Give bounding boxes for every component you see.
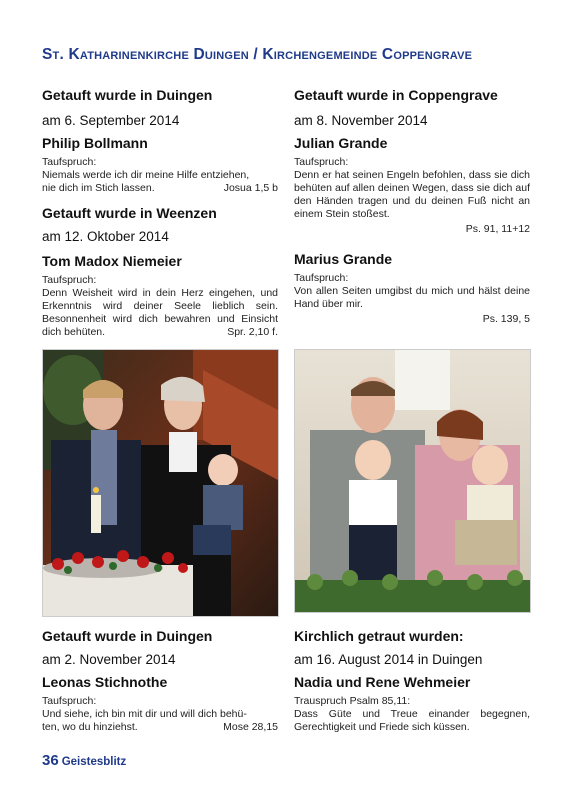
verse-label: Taufspruch: xyxy=(42,274,97,286)
person-name: Julian Grande xyxy=(294,135,388,151)
section-heading: Kirchlich getraut wurden: xyxy=(294,628,464,644)
verse-line: Niemals werde ich dir meine Hilfe entziehen, xyxy=(42,169,250,181)
person-name: Nadia und Rene Wehmeier xyxy=(294,674,471,690)
wedding-family-photo xyxy=(294,349,531,613)
verse-reference: Mose 28,15 xyxy=(223,721,278,733)
page-number: 36 xyxy=(42,752,59,769)
verse-reference: Josua 1,5 b xyxy=(223,182,278,194)
verse-label: Taufspruch: xyxy=(294,156,349,168)
right-column-top xyxy=(294,86,530,326)
date: am 8. November 2014 xyxy=(294,113,428,128)
verse-label: Taufspruch: xyxy=(42,156,97,168)
section-heading: Getauft wurde in Weenzen xyxy=(42,205,217,221)
verse-text: nie dich im Stich lassen. xyxy=(42,182,155,194)
verse-line xyxy=(42,721,278,734)
date: am 2. November 2014 xyxy=(42,652,176,667)
verse-label: Trauspruch Psalm 85,11: xyxy=(294,695,411,707)
date: am 6. September 2014 xyxy=(42,113,180,128)
page-header: St. Katharinenkirche Duingen / Kirchengemeinde Coppengrave xyxy=(42,46,473,63)
person-name: Marius Grande xyxy=(294,251,393,267)
verse-reference: Spr. 2,10 f. xyxy=(227,326,278,338)
verse-reference: Ps. 139, 5 xyxy=(482,313,530,325)
verse-text: ten, wo du hinziehst. xyxy=(42,721,138,733)
verse-text: Von allen Seiten umgibst du mich und hälst deine Hand über mir. xyxy=(294,285,530,310)
section-heading: Getauft wurde in Duingen xyxy=(42,628,213,644)
date: am 12. Oktober 2014 xyxy=(42,229,169,244)
verse-text: Denn er hat seinen Engeln befohlen, dass sie dich behüten auf allen deinen Wegen, dass sie dich auf den Händen tragen und du deinen Fuß nicht an einem Stein stoßest. xyxy=(294,169,530,220)
verse-reference: Ps. 91, 11+12 xyxy=(465,223,530,235)
verse-label: Taufspruch: xyxy=(294,272,349,284)
right-column-bottom xyxy=(294,627,530,734)
section-heading: Getauft wurde in Duingen xyxy=(42,87,213,103)
person-name: Philip Bollmann xyxy=(42,135,148,151)
verse-line xyxy=(42,182,278,195)
verse-text: Dass Güte und Treue einander begegnen, Gerechtigkeit und Friede sich küssen. xyxy=(294,708,530,733)
baptism-photo-family xyxy=(42,349,279,617)
left-column-bottom xyxy=(42,627,278,734)
verse-line: Und siehe, ich bin mit dir und will dich behü- xyxy=(42,708,247,720)
verse-body: Denn Weisheit wird in dein Herz eingehen, und Erkenntnis wird deiner Seele lieblich sein. Besonnenheit wird dich bewahren und Einsicht dich behüten. xyxy=(42,287,278,338)
date: am 16. August 2014 in Duingen xyxy=(294,652,483,667)
page-footer xyxy=(42,752,126,770)
verse-label: Taufspruch: xyxy=(42,695,97,707)
left-column-top xyxy=(42,86,278,339)
magazine-name: Geistesblitz xyxy=(61,756,127,768)
person-name: Leonas Stichnothe xyxy=(42,674,168,690)
verse-text xyxy=(42,287,278,339)
section-heading: Getauft wurde in Coppengrave xyxy=(294,87,498,103)
person-name: Tom Madox Niemeier xyxy=(42,253,182,269)
